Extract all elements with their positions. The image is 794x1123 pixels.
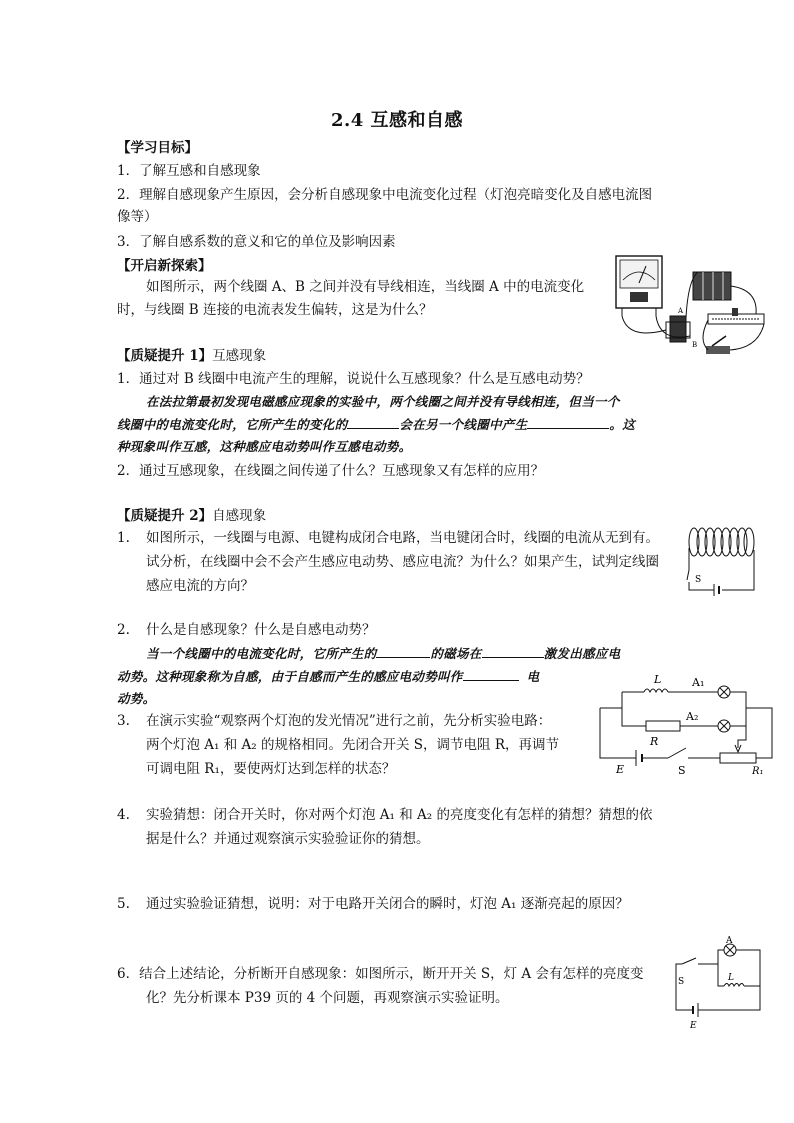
answer-blank xyxy=(482,643,544,658)
two-lamp-circuit-figure xyxy=(596,670,776,777)
inductor-l-label: L xyxy=(728,973,734,983)
lamp-a2-label: A₂ xyxy=(686,710,699,723)
explore-heading: 【开启新探索】 xyxy=(117,258,212,274)
section2-question-3: 在演示实验“观察两个灯泡的发光情况”进行之前，先分析实验电路： xyxy=(146,713,552,729)
section1-paragraph: 在法拉第最初发现电磁感应现象的实验中，两个线圈之间并没有导线相连，但当一个 xyxy=(146,394,620,409)
rheostat-r1-label: R₁ xyxy=(752,766,764,777)
question-number: 1. xyxy=(117,530,130,546)
section1-question-2: 2．通过互感现象，在线圈之间传递了什么？互感现象又有怎样的应用？ xyxy=(117,463,545,479)
solenoid-circuit-figure xyxy=(686,524,758,596)
switch-s-label: S xyxy=(695,575,702,585)
objective-item: 像等） xyxy=(117,209,158,225)
page-title: 2.4 互感和自感 xyxy=(330,110,464,131)
section2-question-6: 化？先分析课本 P39 页的 4 个问题，再观察演示实验证明。 xyxy=(146,990,509,1006)
break-circuit-figure xyxy=(668,936,764,1031)
section1-heading: 【质疑提升 1】互感现象 xyxy=(117,348,267,364)
section2-paragraph: 动势。 xyxy=(117,691,156,706)
section2-question-1: 感应电流的方向？ xyxy=(146,578,254,594)
switch-s-label: S xyxy=(678,977,685,987)
resistor-r-label: R xyxy=(650,735,659,748)
section2-question-4: 实验猜想：闭合开关时，你对两个灯泡 A₁ 和 A₂ 的亮度变化有怎样的猜想？猜想的依 xyxy=(146,807,653,823)
section2-question-3: 可调电阻 R₁，要使两灯达到怎样的状态？ xyxy=(146,761,396,777)
switch-s-label: S xyxy=(678,764,686,777)
objectives-heading: 【学习目标】 xyxy=(117,140,198,156)
explore-text: 如图所示，两个线圈 A、B 之间并没有导线相连，当线圈 A 中的电流变化 xyxy=(146,279,585,295)
answer-blank xyxy=(376,643,430,658)
inductor-l-label: L xyxy=(654,673,662,686)
section2-question-2: 什么是自感现象？什么是自感电动势？ xyxy=(146,622,376,638)
section1-paragraph: 线圈中的电流变化时，它所产生的变化的 会在另一个线圈中产生 。这 xyxy=(117,414,635,435)
answer-blank xyxy=(347,414,399,429)
battery-e-label: E xyxy=(690,1021,697,1031)
section2-question-5: 通过实验验证猜想，说明：对于电路开关闭合的瞬时，灯泡 A₁ 逐渐亮起的原因？ xyxy=(146,896,629,912)
section2-paragraph: 当一个线圈中的电流变化时，它所产生的 的磁场在 激发出感应电 xyxy=(146,643,620,664)
section2-question-1: 试分析，在线圈中会不会产生感应电动势、感应电流？为什么？如果产生，试判定线圈 xyxy=(146,554,659,570)
section1-question-1: 1．通过对 B 线圈中电流产生的理解，说说什么互感现象？什么是互感电动势？ xyxy=(117,371,590,387)
mutual-induction-apparatus-figure xyxy=(608,250,778,365)
section1-paragraph: 种现象叫作互感，这种感应电动势叫作互感电动势。 xyxy=(117,439,412,454)
section2-paragraph: 动势。这种现象称为自感，由于自感而产生的感应电动势叫作 电 xyxy=(117,666,539,687)
coil-b-label: B xyxy=(692,341,698,349)
explore-text: 时，与线圈 B 连接的电流表发生偏转，这是为什么？ xyxy=(117,302,433,318)
battery-e-label: E xyxy=(616,763,625,776)
lamp-a1-label: A₁ xyxy=(692,676,705,689)
objective-item: 2．理解自感现象产生原因，会分析自感现象中电流变化过程（灯泡亮暗变化及自感电流图 xyxy=(117,187,653,203)
question-number: 4. xyxy=(117,807,130,823)
section2-question-3: 两个灯泡 A₁ 和 A₂ 的规格相同。先闭合开关 S，调节电阻 R，再调节 xyxy=(146,737,559,753)
lamp-a-label: A xyxy=(726,936,733,946)
objective-item: 1．了解互感和自感现象 xyxy=(117,163,261,179)
section2-question-1: 如图所示，一线圈与电源、电键构成闭合电路，当电键闭合时，线圈的电流从无到有。 xyxy=(146,530,659,546)
answer-blank xyxy=(463,666,519,681)
answer-blank xyxy=(527,414,609,429)
question-number: 5. xyxy=(117,896,130,912)
objective-item: 3．了解自感系数的意义和它的单位及影响因素 xyxy=(117,234,396,250)
question-number: 2. xyxy=(117,622,130,638)
section2-question-4: 据是什么？并通过观察演示实验验证你的猜想。 xyxy=(146,831,430,847)
section2-question-6: 6．结合上述结论，分析断开自感现象：如图所示，断开开关 S，灯 A 会有怎样的亮度变 xyxy=(117,966,644,982)
coil-a-label: A xyxy=(678,307,684,315)
question-number: 3. xyxy=(117,713,130,729)
section2-heading: 【质疑提升 2】自感现象 xyxy=(117,508,267,524)
